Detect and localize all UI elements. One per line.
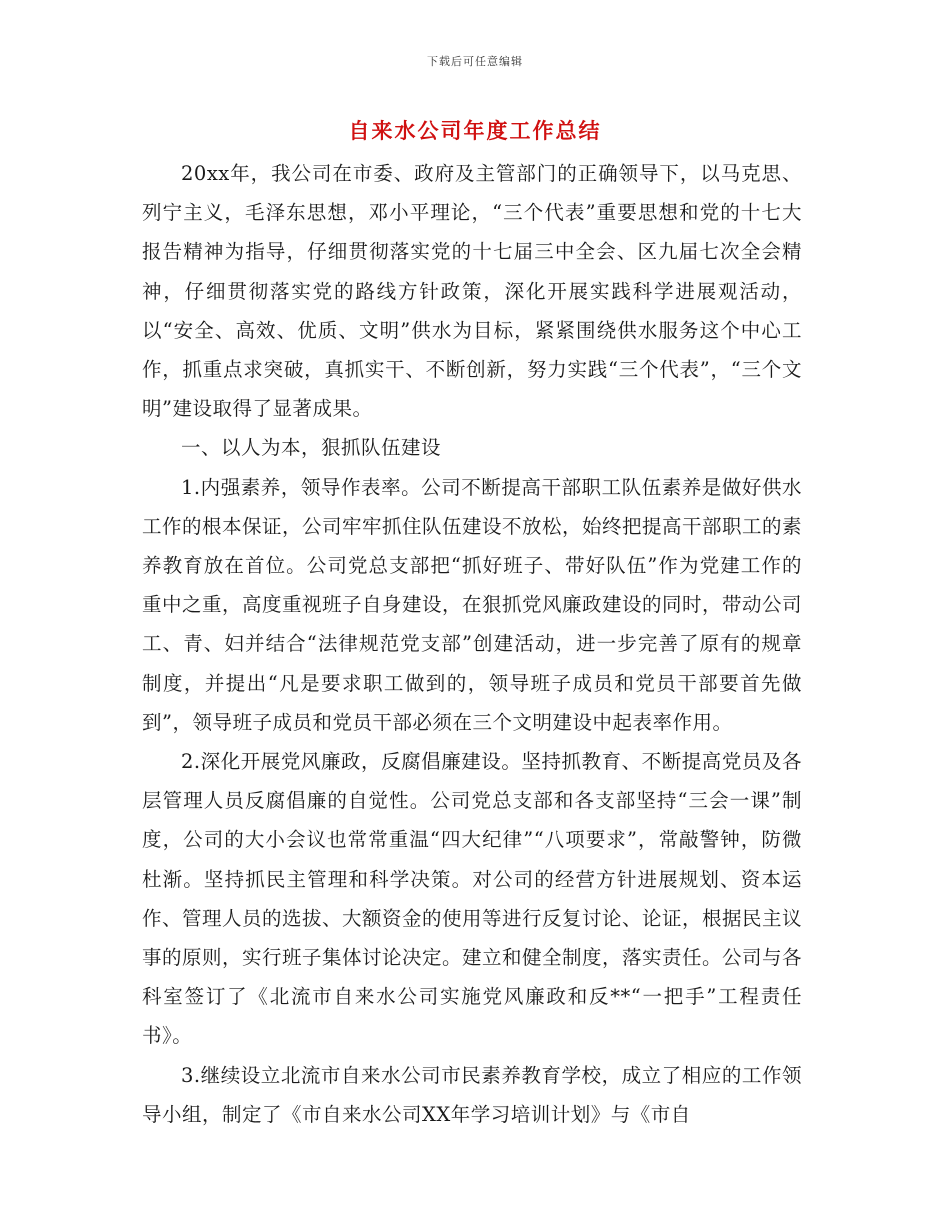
- document-title: 自来水公司年度工作总结: [348, 118, 602, 143]
- paragraph-intro: 20xx年，我公司在市委、政府及主管部门的正确领导下，以马克思、列宁主义，毛泽东思想，邓小平理论，“三个代表”重要思想和党的十七大报告精神为指导，仔细贯彻落实党的十七届三中全会、区九届七次全会精神，仔细贯彻落实党的路线方针政策，深化开展实践科学进展观活动，以“安全、高效、优质、文明”供水为目标，紧紧围绕供水服务这个中心工作，抓重点求突破，真抓实干、不断创新，努力实践“三个代表”，“三个文明”建设取得了显著成果。: [142, 162, 802, 421]
- paragraph-item-3: 3.继续设立北流市自来水公司市民素养教育学校，成立了相应的工作领导小组，制定了《市自来水公司XX年学习培训计划》与《市自: [142, 1063, 802, 1126]
- section-heading-1: 一、以人为本，狠抓队伍建设: [181, 436, 442, 460]
- page-header-note: 下载后可任意编辑: [427, 55, 523, 68]
- paragraph-item-2: 2.深化开展党风廉政，反腐倡廉建设。坚持抓教育、不断提高党员及各层管理人员反腐倡廉的自觉性。公司党总支部和各支部坚持“三会一课”制度，公司的大小会议也常常重温“四大纪律”“八项要求”，常敲警钟，防微杜渐。坚持抓民主管理和科学决策。对公司的经营方针进展规划、资本运作、管理人员的选拔、大额资金的使用等进行反复讨论、论证，根据民主议事的原则，实行班子集体讨论决定。建立和健全制度，落实责任。公司与各科室签订了《北流市自来水公司实施党风廉政和反**“一把手”工程责任书》。: [142, 750, 803, 1048]
- paragraph-item-1: 1.内强素养，领导作表率。公司不断提高干部职工队伍素养是做好供水工作的根本保证，公司牢牢抓住队伍建设不放松，始终把提高干部职工的素养教育放在首位。公司党总支部把“抓好班子、带好队伍”作为党建工作的重中之重，高度重视班子自身建设，在狠抓党风廉政建设的同时，带动公司工、青、妇并结合“法律规范党支部”创建活动，进一步完善了原有的规章制度，并提出“凡是要求职工做到的，领导班子成员和党员干部要首先做到”，领导班子成员和党员干部必须在三个文明建设中起表率作用。: [142, 475, 803, 734]
- document-body: [142, 154, 802, 1134]
